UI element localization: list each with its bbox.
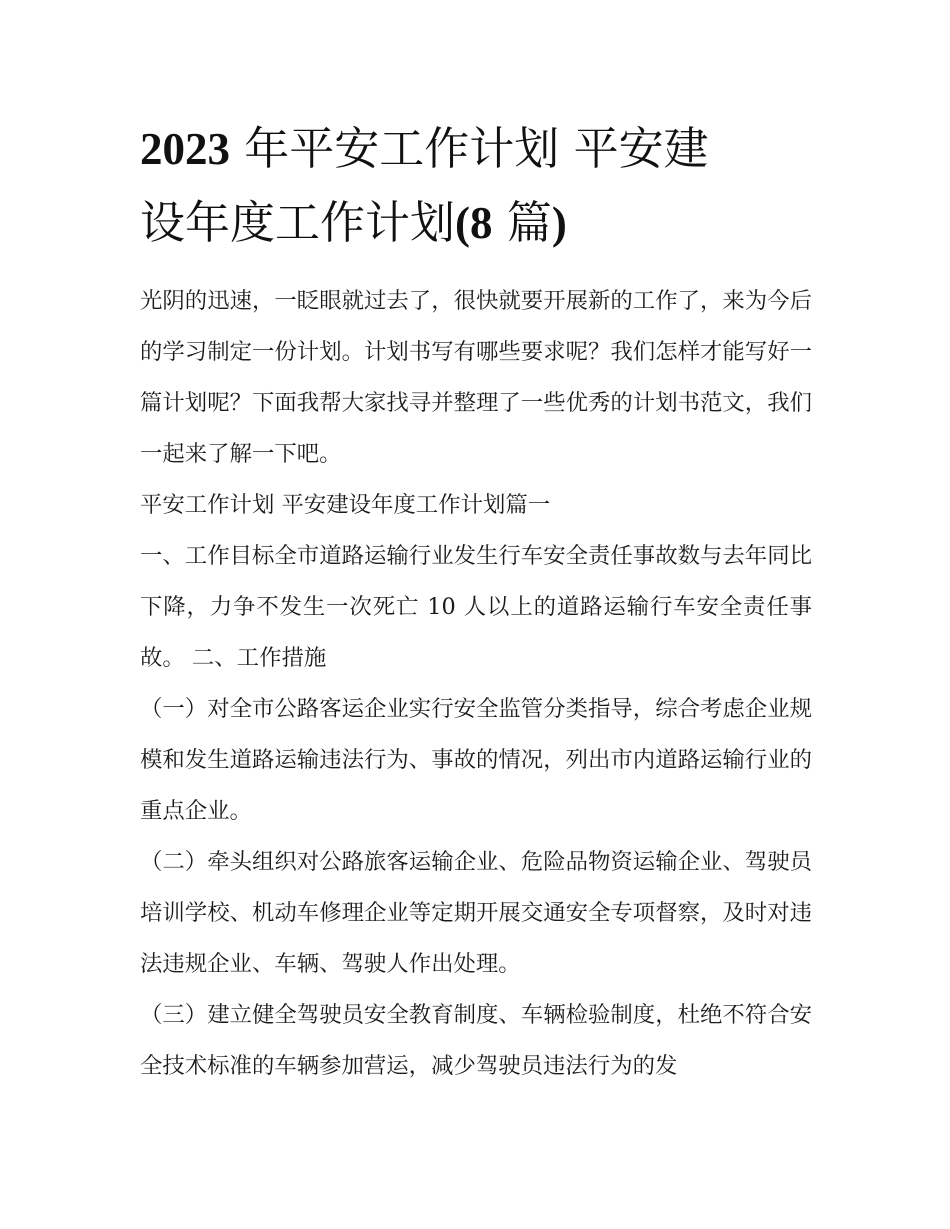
intro-paragraph: 光阴的迅速，一眨眼就过去了，很快就要开展新的工作了，来为今后的学习制定一份计划。计划书写有哪些要求呢？我们怎样才能写好一篇计划呢？下面我帮大家找寻并整理了一些优秀的计划书范文，我们一起来了解一下吧。 [140,288,812,467]
measure-2-paragraph: （二）牵头组织对公路旅客运输企业、危险品物资运输企业、驾驶员培训学校、机动车修理企业等定期开展交通安全专项督察，及时对违法违规企业、车辆、驾驶人作出处理。 [140,849,812,977]
measure-3-paragraph: （三）建立健全驾驶员安全教育制度、车辆检验制度，杜绝不符合安全技术标准的车辆参加营运，减少驾驶员违法行为的发 [140,1002,812,1079]
work-goal-paragraph: 一、工作目标全市道路运输行业发生行车安全责任事故数与去年同比下降，力争不发生一次死亡 10 人以上的道路运输行车安全责任事故。 二、工作措施 [140,543,812,671]
document-title [140,112,820,260]
title-line-2: 设年度工作计划(8 篇) [140,196,567,249]
measure-1-paragraph: （一）对全市公路客运企业实行安全监管分类指导，综合考虑企业规模和发生道路运输违法行为、事故的情况，列出市内道路运输行业的重点企业。 [140,696,812,824]
document-body [140,276,812,1092]
section-heading: 平安工作计划 平安建设年度工作计划篇一 [140,492,551,518]
title-line-1: 2023 年平安工作计划 平安建 [140,122,709,175]
